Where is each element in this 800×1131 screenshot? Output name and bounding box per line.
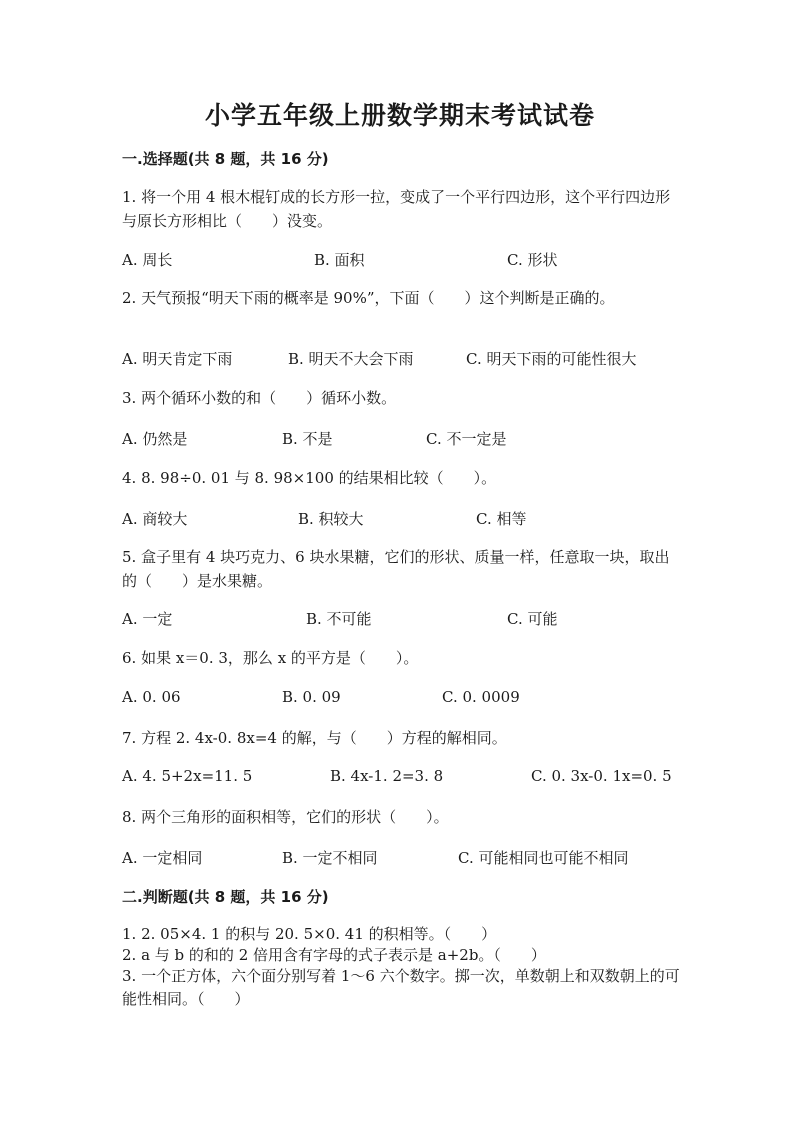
choice-q6-option-c: C. 0. 0009 [442,688,520,706]
choice-q5-option-b: B. 不可能 [306,610,372,628]
choice-q5-option-a: A. 一定 [122,610,173,628]
section-heading-judgement: 二.判断题(共 8 题，共 16 分) [122,888,329,906]
choice-question-2: 2. 天气预报“明天下雨的概率是 90%”，下面（ ）这个判断是正确的。 [122,289,615,307]
choice-question-5: 5. 盒子里有 4 块巧克力、6 块水果糖，它们的形状、质量一样，任意取一块，取出的（ ）是水果糖。 [122,548,670,590]
choice-q3-option-a: A. 仍然是 [122,430,188,448]
choice-q2-option-b: B. 明天不大会下雨 [288,350,414,368]
choice-question-7: 7. 方程 2. 4x-0. 8x=4 的解，与（ ）方程的解相同。 [122,729,507,747]
choice-q7-option-a: A. 4. 5+2x=11. 5 [122,767,253,785]
choice-question-4: 4. 8. 98÷0. 01 与 8. 98×100 的结果相比较（ ）。 [122,469,497,487]
choice-q8-option-b: B. 一定不相同 [282,849,378,867]
choice-q2-option-c: C. 明天下雨的可能性很大 [466,350,637,368]
choice-q1-option-c: C. 形状 [507,251,558,269]
choice-q2-option-a: A. 明天肯定下雨 [122,350,233,368]
choice-question-3: 3. 两个循环小数的和（ ）循环小数。 [122,389,397,407]
choice-q4-option-a: A. 商较大 [122,510,188,528]
choice-question-8: 8. 两个三角形的面积相等，它们的形状（ ）。 [122,808,449,826]
section-heading-choice: 一.选择题(共 8 题，共 16 分) [122,150,329,168]
choice-q3-option-c: C. 不一定是 [426,430,507,448]
choice-q5-option-c: C. 可能 [507,610,558,628]
choice-q8-option-c: C. 可能相同也可能不相同 [458,849,629,867]
choice-q4-option-c: C. 相等 [476,510,527,528]
choice-q8-option-a: A. 一定相同 [122,849,203,867]
judgement-question-3: 3. 一个正方体，六个面分别写着 1～6 六个数字。掷一次，单数朝上和双数朝上的可能性相同。（ ） [122,967,680,1008]
exam-title: 小学五年级上册数学期末考试试卷 [204,101,595,130]
choice-q6-option-b: B. 0. 09 [282,688,341,706]
choice-q4-option-b: B. 积较大 [298,510,364,528]
choice-question-1: 1. 将一个用 4 根木棍钉成的长方形一拉，变成了一个平行四边形，这个平行四边形与原长方形相比（ ）没变。 [122,188,671,230]
choice-q6-option-a: A. 0. 06 [122,688,181,706]
choice-q1-option-a: A. 周长 [122,251,173,269]
judgement-question-2: 2. a 与 b 的和的 2 倍用含有字母的式子表示是 a+2b。（ ） [122,946,546,964]
choice-q1-option-b: B. 面积 [314,251,365,269]
choice-q7-option-b: B. 4x-1. 2=3. 8 [330,767,444,785]
choice-q3-option-b: B. 不是 [282,430,333,448]
choice-q7-option-c: C. 0. 3x-0. 1x=0. 5 [531,767,672,785]
choice-question-6: 6. 如果 x＝0. 3，那么 x 的平方是（ ）。 [122,649,419,667]
judgement-question-1: 1. 2. 05×4. 1 的积与 20. 5×0. 41 的积相等。（ ） [122,925,497,943]
